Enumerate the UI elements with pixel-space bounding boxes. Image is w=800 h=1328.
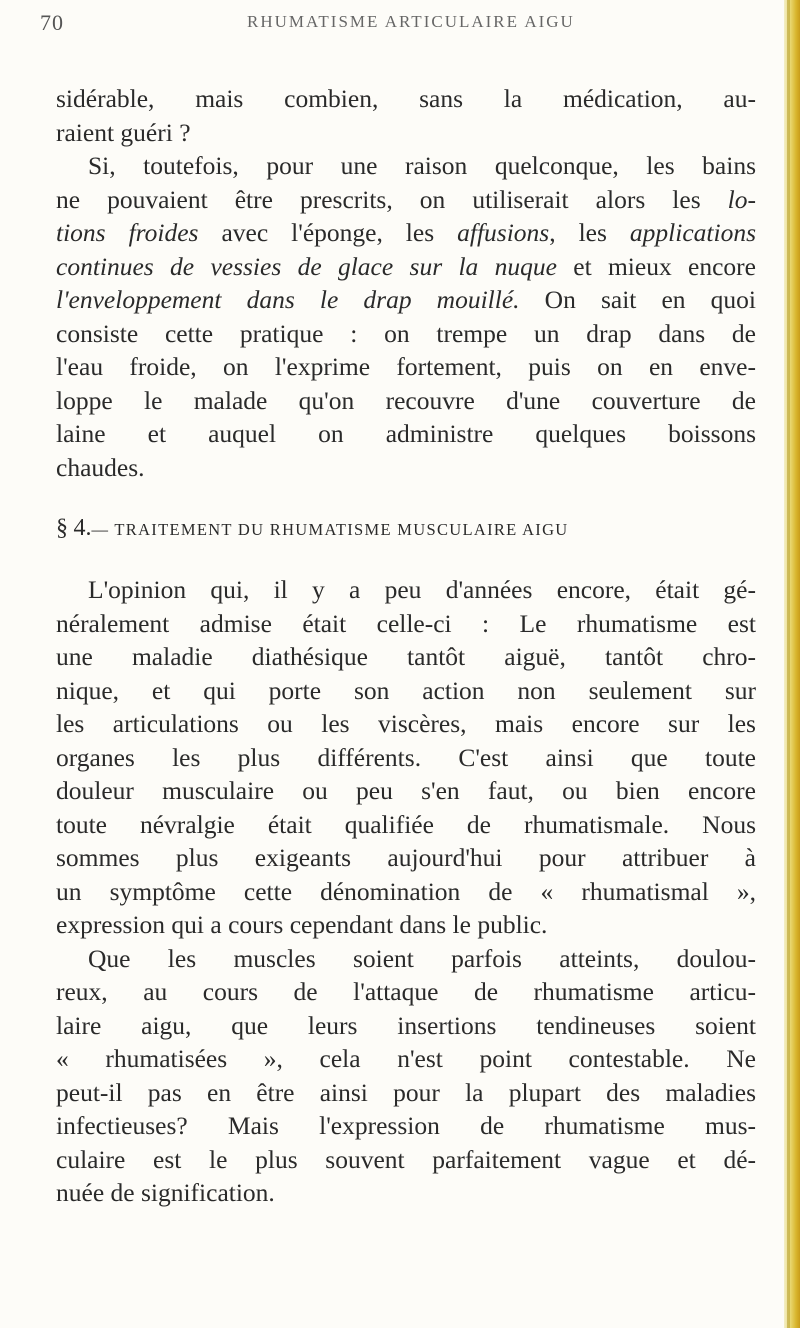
text-line: organes les plus différents. C'est ainsi que toute bbox=[56, 742, 756, 772]
section-heading bbox=[56, 512, 756, 545]
italic-span: applications bbox=[629, 218, 756, 247]
italic-span: continues de vessies de glace sur la nuque bbox=[56, 251, 557, 281]
text-line: nique, et qui porte son action non seulement sur bbox=[56, 675, 756, 705]
text-line bbox=[56, 573, 756, 607]
section-dash: — bbox=[91, 520, 110, 539]
text-span: ne pouvaient être prescrits, on utiliserait alors les bbox=[56, 184, 728, 214]
text-line: infectieuses? Mais l'expression de rhumatisme mus- bbox=[56, 1111, 756, 1140]
text-span: et mieux encore bbox=[556, 251, 756, 281]
text-line: consiste cette pratique : on trempe un drap dans de bbox=[56, 318, 756, 348]
text-line bbox=[56, 283, 756, 317]
text-span: , les bbox=[549, 218, 630, 247]
text-line: culaire est le plus souvent parfaitement vague et dé- bbox=[56, 1144, 756, 1174]
section-title: TRAITEMENT DU RHUMATISME MUSCULAIRE AIGU bbox=[114, 520, 569, 539]
text-line: peut-il pas en être ainsi pour la plupart des maladies bbox=[56, 1077, 756, 1107]
text-line bbox=[56, 250, 756, 284]
text-line: toute névralgie était qualifiée de rhumatismale. Nous bbox=[56, 809, 756, 839]
running-title: RHUMATISME ARTICULAIRE AIGU bbox=[247, 12, 575, 31]
italic-span: affusions bbox=[457, 218, 550, 247]
text-line: laire aigu, que leurs insertions tendineuses soient bbox=[56, 1010, 756, 1040]
page-number: 70 bbox=[40, 10, 64, 35]
text-line: raient guéri ? bbox=[56, 117, 191, 147]
text-line: une maladie diathésique tantôt aiguë, tantôt chro- bbox=[56, 642, 756, 671]
body-text bbox=[56, 82, 756, 1210]
text-line bbox=[56, 942, 756, 976]
text-span: L'opinion qui, il y a peu d'années encore, était gé- bbox=[88, 575, 756, 604]
text-span: Que les muscles soient parfois atteints, doulou- bbox=[88, 943, 756, 973]
text-line: chaudes. bbox=[56, 452, 145, 482]
text-line: sidérable, mais combien, sans la médication, au- bbox=[56, 84, 756, 113]
italic-span: l'enveloppement dans le drap mouillé. bbox=[56, 285, 520, 314]
text-line: expression qui a cours cependant dans le public. bbox=[56, 910, 548, 939]
text-span: Si, toutefois, pour une raison quelconque, les bains bbox=[88, 151, 756, 180]
text-line: nuée de signification. bbox=[56, 1178, 275, 1207]
text-line: loppe le malade qu'on recouvre d'une couverture de bbox=[56, 385, 756, 415]
text-line bbox=[56, 149, 756, 183]
text-line bbox=[56, 183, 756, 217]
text-line: « rhumatisées », cela n'est point contestable. Ne bbox=[56, 1044, 756, 1073]
text-line: douleur musculaire ou peu s'en faut, ou bien encore bbox=[56, 776, 756, 805]
italic-span: tions froides bbox=[56, 218, 199, 247]
text-line: sommes plus exigeants aujourd'hui pour attribuer à bbox=[56, 843, 756, 872]
text-span: On sait en quoi bbox=[519, 285, 756, 314]
text-line: néralement admise était celle-ci : Le rhumatisme est bbox=[56, 608, 756, 638]
page-edge-shadow bbox=[787, 0, 790, 1328]
text-span: avec l'éponge, les bbox=[198, 218, 458, 247]
section-symbol: § bbox=[56, 515, 68, 541]
italic-span: lo- bbox=[727, 184, 756, 214]
section-number: 4. bbox=[73, 515, 92, 541]
text-line bbox=[56, 216, 756, 250]
text-line: reux, au cours de l'attaque de rhumatisme articu- bbox=[56, 977, 756, 1006]
text-line: les articulations ou les viscères, mais encore sur les bbox=[56, 709, 756, 738]
text-line: l'eau froide, on l'exprime fortement, puis on en enve- bbox=[56, 352, 756, 381]
text-line: un symptôme cette dénomination de « rhumatismal », bbox=[56, 876, 756, 906]
text-line: laine et auquel on administre quelques boissons bbox=[56, 419, 756, 448]
